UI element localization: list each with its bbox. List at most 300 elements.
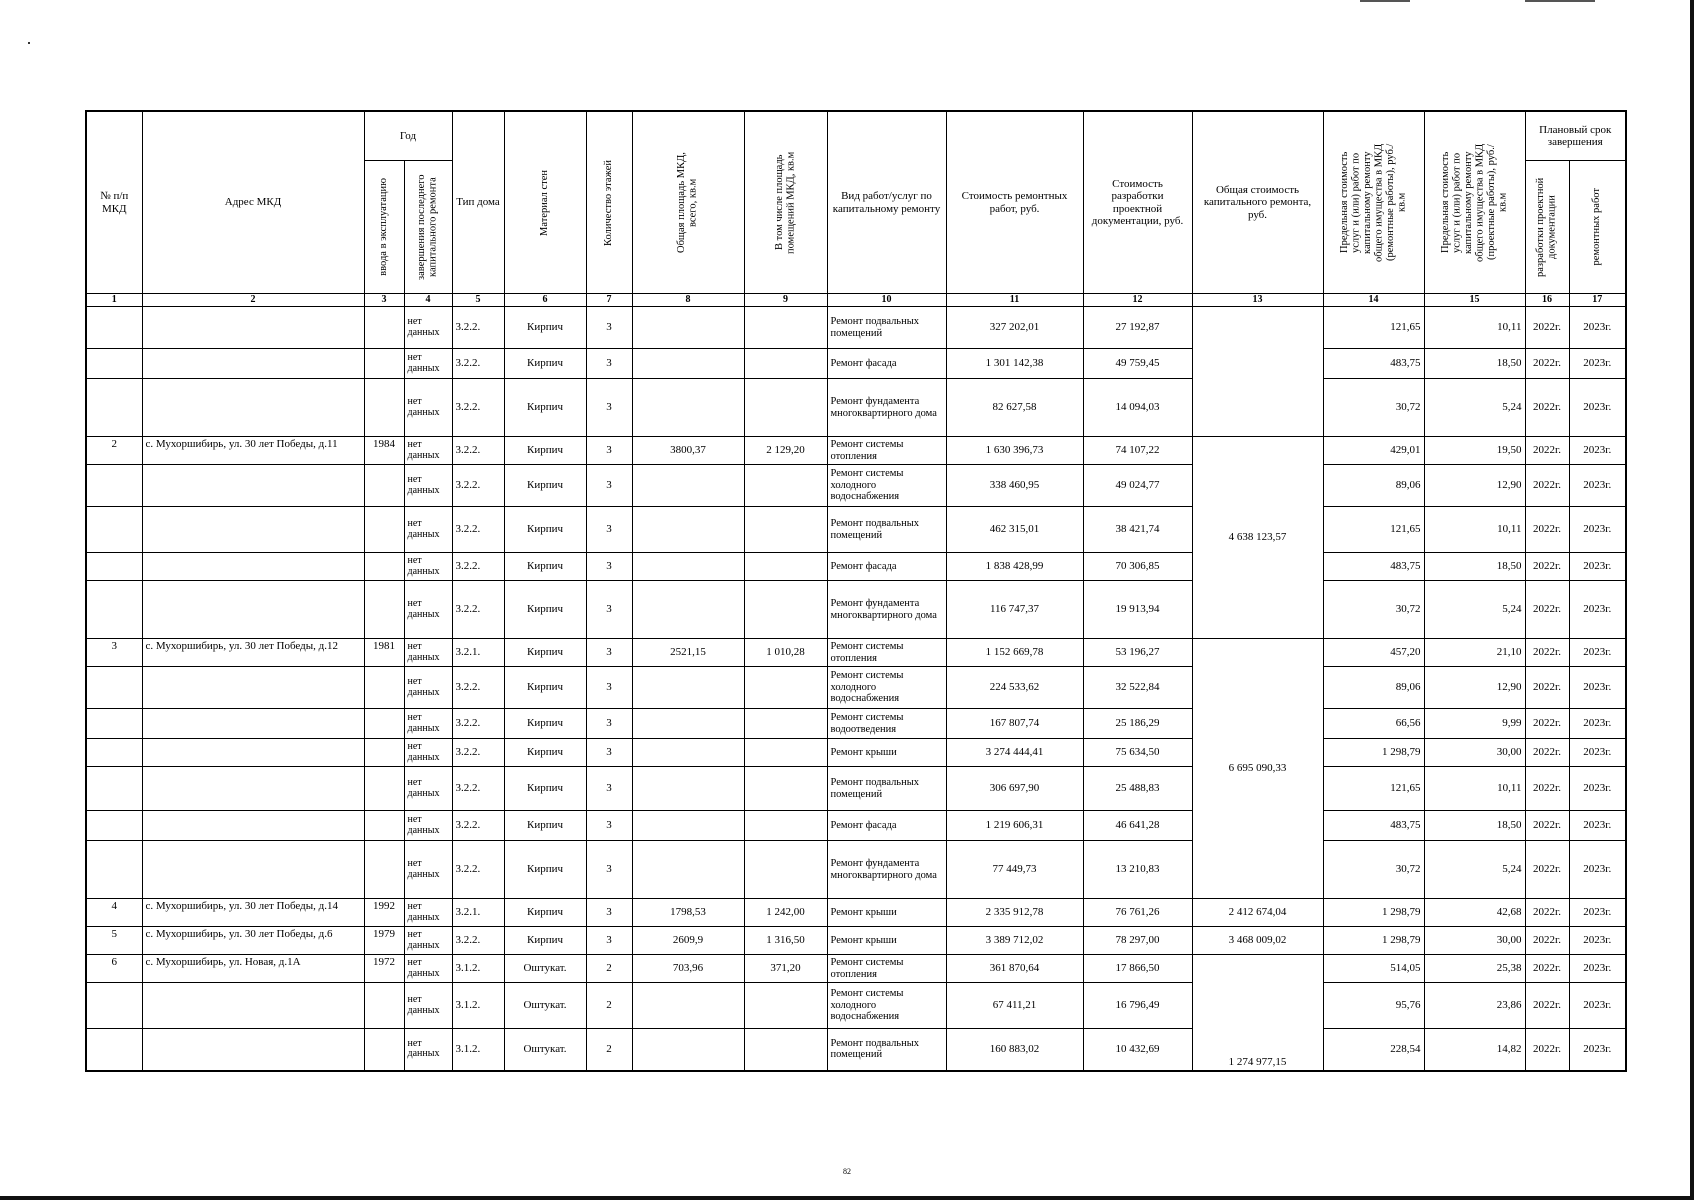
- work-type-cell: Ремонт крыши: [827, 899, 946, 927]
- area-premises-cell: [744, 349, 827, 379]
- table-row: [86, 553, 1626, 581]
- cost-design-cell: 78 297,00: [1083, 927, 1192, 955]
- area-total-cell: [632, 709, 744, 739]
- col-header-address: Адрес МКД: [142, 111, 364, 294]
- cost-design-cell: 32 522,84: [1083, 667, 1192, 709]
- year-repair-cell: нет данных: [404, 507, 452, 553]
- year-built-cell: [364, 465, 404, 507]
- row-num: [86, 507, 142, 553]
- cost-design-cell: 76 761,26: [1083, 899, 1192, 927]
- plan-repair-cell: 2023г.: [1569, 639, 1626, 667]
- plan-repair-cell: 2023г.: [1569, 465, 1626, 507]
- cost-design-cell: 49 759,45: [1083, 349, 1192, 379]
- cost-repair-cell: 327 202,01: [946, 307, 1083, 349]
- area-premises-cell: 1 242,00: [744, 899, 827, 927]
- wall-cell: Кирпич: [504, 709, 586, 739]
- table-row: [86, 437, 1626, 465]
- limit-repair-cell: 121,65: [1323, 767, 1424, 811]
- area-total-cell: [632, 1029, 744, 1071]
- plan-repair-cell: 2023г.: [1569, 307, 1626, 349]
- area-total-cell: [632, 767, 744, 811]
- plan-repair-cell: 2023г.: [1569, 811, 1626, 841]
- work-type-cell: Ремонт подвальных помещений: [827, 767, 946, 811]
- cost-total-cell: 1 274 977,15: [1192, 955, 1323, 1071]
- area-premises-cell: [744, 709, 827, 739]
- area-premises-cell: [744, 553, 827, 581]
- plan-design-cell: 2022г.: [1525, 507, 1569, 553]
- limit-repair-cell: 121,65: [1323, 507, 1424, 553]
- plan-repair-cell: 2023г.: [1569, 739, 1626, 767]
- cost-design-cell: 27 192,87: [1083, 307, 1192, 349]
- cost-repair-cell: 167 807,74: [946, 709, 1083, 739]
- wall-cell: Кирпич: [504, 553, 586, 581]
- cost-design-cell: 14 094,03: [1083, 379, 1192, 437]
- cost-repair-cell: 82 627,58: [946, 379, 1083, 437]
- row-num: [86, 983, 142, 1029]
- year-built-cell: [364, 767, 404, 811]
- table-row: [86, 841, 1626, 899]
- wall-cell: Кирпич: [504, 841, 586, 899]
- wall-cell: Кирпич: [504, 507, 586, 553]
- plan-repair-cell: 2023г.: [1569, 437, 1626, 465]
- plan-design-cell: 2022г.: [1525, 437, 1569, 465]
- area-premises-cell: [744, 739, 827, 767]
- plan-repair-cell: 2023г.: [1569, 1029, 1626, 1071]
- limit-design-cell: 30,00: [1424, 739, 1525, 767]
- year-built-cell: [364, 307, 404, 349]
- col-header-cost-repair: Стоимость ремонтных работ, руб.: [946, 111, 1083, 294]
- col-header-wall: Материал стен: [504, 111, 586, 294]
- wall-cell: Кирпич: [504, 639, 586, 667]
- column-number: 6: [504, 294, 586, 307]
- table-row: [86, 349, 1626, 379]
- work-type-cell: Ремонт системы отопления: [827, 639, 946, 667]
- floors-cell: 3: [586, 739, 632, 767]
- work-type-cell: Ремонт системы отопления: [827, 955, 946, 983]
- cost-repair-cell: 306 697,90: [946, 767, 1083, 811]
- row-num: [86, 739, 142, 767]
- col-header-plan: Плановый срок завершения: [1525, 111, 1626, 161]
- wall-cell: Кирпич: [504, 379, 586, 437]
- table-row: [86, 709, 1626, 739]
- plan-design-cell: 2022г.: [1525, 639, 1569, 667]
- floors-cell: 2: [586, 983, 632, 1029]
- table-row: [86, 639, 1626, 667]
- col-header-work: Вид работ/услуг по капитальному ремонту: [827, 111, 946, 294]
- address-cell: [142, 349, 364, 379]
- table-row: [86, 307, 1626, 349]
- address-cell: [142, 709, 364, 739]
- area-total-cell: 1798,53: [632, 899, 744, 927]
- page-number: 82: [843, 1167, 851, 1176]
- floors-cell: 3: [586, 349, 632, 379]
- year-repair-cell: нет данных: [404, 739, 452, 767]
- column-number: 12: [1083, 294, 1192, 307]
- address-cell: [142, 841, 364, 899]
- column-number: 4: [404, 294, 452, 307]
- area-premises-cell: [744, 767, 827, 811]
- work-type-cell: Ремонт подвальных помещений: [827, 507, 946, 553]
- house-type-cell: 3.2.1.: [452, 639, 504, 667]
- table-row: [86, 739, 1626, 767]
- area-premises-cell: [744, 507, 827, 553]
- limit-repair-cell: 66,56: [1323, 709, 1424, 739]
- plan-repair-cell: 2023г.: [1569, 349, 1626, 379]
- house-type-cell: 3.2.2.: [452, 667, 504, 709]
- year-repair-cell: нет данных: [404, 767, 452, 811]
- row-num: [86, 349, 142, 379]
- area-total-cell: [632, 841, 744, 899]
- year-repair-cell: нет данных: [404, 639, 452, 667]
- work-type-cell: Ремонт крыши: [827, 927, 946, 955]
- area-total-cell: [632, 811, 744, 841]
- floors-cell: 2: [586, 955, 632, 983]
- limit-design-cell: 25,38: [1424, 955, 1525, 983]
- house-type-cell: 3.2.2.: [452, 437, 504, 465]
- row-num: [86, 767, 142, 811]
- house-type-cell: 3.2.2.: [452, 553, 504, 581]
- cost-repair-cell: 224 533,62: [946, 667, 1083, 709]
- year-repair-cell: нет данных: [404, 667, 452, 709]
- area-premises-cell: [744, 1029, 827, 1071]
- table-row: [86, 581, 1626, 639]
- limit-repair-cell: 1 298,79: [1323, 739, 1424, 767]
- floors-cell: 3: [586, 639, 632, 667]
- house-type-cell: 3.2.2.: [452, 349, 504, 379]
- year-repair-cell: нет данных: [404, 841, 452, 899]
- year-built-cell: [364, 841, 404, 899]
- col-header-house-type: Тип дома: [452, 111, 504, 294]
- house-type-cell: 3.2.2.: [452, 465, 504, 507]
- plan-design-cell: 2022г.: [1525, 899, 1569, 927]
- area-premises-cell: [744, 307, 827, 349]
- plan-design-cell: 2022г.: [1525, 841, 1569, 899]
- plan-design-cell: 2022г.: [1525, 667, 1569, 709]
- wall-cell: Кирпич: [504, 927, 586, 955]
- area-total-cell: [632, 307, 744, 349]
- floors-cell: 3: [586, 709, 632, 739]
- col-header-year: Год: [364, 111, 452, 161]
- year-repair-cell: нет данных: [404, 899, 452, 927]
- col-header-year-built: ввода в эксплуатацию: [364, 161, 404, 294]
- table-row: [86, 899, 1626, 927]
- work-type-cell: Ремонт подвальных помещений: [827, 1029, 946, 1071]
- cost-repair-cell: 116 747,37: [946, 581, 1083, 639]
- plan-design-cell: 2022г.: [1525, 581, 1569, 639]
- work-type-cell: Ремонт фундамента многоквартирного дома: [827, 379, 946, 437]
- year-built-cell: [364, 667, 404, 709]
- table-row: [86, 811, 1626, 841]
- limit-repair-cell: 228,54: [1323, 1029, 1424, 1071]
- address-cell: [142, 1029, 364, 1071]
- col-header-floors: Количество этажей: [586, 111, 632, 294]
- year-built-cell: [364, 983, 404, 1029]
- col-header-limit-repair: Предельная стоимость услуг и (или) работ по капитальному ремонту общего имущества в МКД (ремонтные работы), руб./кв.м: [1323, 111, 1424, 294]
- limit-repair-cell: 483,75: [1323, 553, 1424, 581]
- cost-repair-cell: 462 315,01: [946, 507, 1083, 553]
- year-repair-cell: нет данных: [404, 1029, 452, 1071]
- year-built-cell: [364, 379, 404, 437]
- limit-design-cell: 30,00: [1424, 927, 1525, 955]
- cost-design-cell: 10 432,69: [1083, 1029, 1192, 1071]
- area-total-cell: 703,96: [632, 955, 744, 983]
- area-total-cell: [632, 465, 744, 507]
- limit-repair-cell: 429,01: [1323, 437, 1424, 465]
- table-row: [86, 955, 1626, 983]
- work-type-cell: Ремонт системы водоотведения: [827, 709, 946, 739]
- row-num: 5: [86, 927, 142, 955]
- area-premises-cell: [744, 465, 827, 507]
- plan-design-cell: 2022г.: [1525, 307, 1569, 349]
- column-number: 9: [744, 294, 827, 307]
- cost-repair-cell: 1 630 396,73: [946, 437, 1083, 465]
- year-built-cell: 1979: [364, 927, 404, 955]
- column-number-row: [86, 294, 1626, 307]
- cost-repair-cell: 1 301 142,38: [946, 349, 1083, 379]
- cost-repair-cell: 1 838 428,99: [946, 553, 1083, 581]
- year-repair-cell: нет данных: [404, 955, 452, 983]
- floors-cell: 3: [586, 465, 632, 507]
- cost-repair-cell: 1 152 669,78: [946, 639, 1083, 667]
- plan-repair-cell: 2023г.: [1569, 841, 1626, 899]
- cost-design-cell: 38 421,74: [1083, 507, 1192, 553]
- address-cell: с. Мухоршибирь, ул. Новая, д.1А: [142, 955, 364, 983]
- wall-cell: Кирпич: [504, 581, 586, 639]
- work-type-cell: Ремонт фасада: [827, 349, 946, 379]
- cost-design-cell: 74 107,22: [1083, 437, 1192, 465]
- address-cell: [142, 553, 364, 581]
- cost-total-cell: 2 412 674,04: [1192, 899, 1323, 927]
- work-type-cell: Ремонт фасада: [827, 811, 946, 841]
- cost-repair-cell: 77 449,73: [946, 841, 1083, 899]
- col-header-limit-design: Предельная стоимость услуг и (или) работ по капитальному ремонту общего имущества в МКД (проектные работы), руб./кв.м: [1424, 111, 1525, 294]
- wall-cell: Кирпич: [504, 465, 586, 507]
- col-header-plan-design: разработки проектной документации: [1525, 161, 1569, 294]
- col-header-cost-design: Стоимость разработки проектной документации, руб.: [1083, 111, 1192, 294]
- address-cell: [142, 811, 364, 841]
- year-repair-cell: нет данных: [404, 437, 452, 465]
- limit-design-cell: 10,11: [1424, 507, 1525, 553]
- wall-cell: Оштукат.: [504, 955, 586, 983]
- area-total-cell: 2609,9: [632, 927, 744, 955]
- floors-cell: 3: [586, 841, 632, 899]
- cost-repair-cell: 338 460,95: [946, 465, 1083, 507]
- wall-cell: Кирпич: [504, 767, 586, 811]
- plan-repair-cell: 2023г.: [1569, 899, 1626, 927]
- area-premises-cell: [744, 811, 827, 841]
- year-built-cell: [364, 739, 404, 767]
- year-built-cell: [364, 1029, 404, 1071]
- col-header-area-total: Общая площадь МКД, всего, кв.м: [632, 111, 744, 294]
- address-cell: [142, 581, 364, 639]
- year-repair-cell: нет данных: [404, 307, 452, 349]
- year-built-cell: [364, 811, 404, 841]
- year-built-cell: 1972: [364, 955, 404, 983]
- plan-design-cell: 2022г.: [1525, 465, 1569, 507]
- year-built-cell: [364, 709, 404, 739]
- year-built-cell: [364, 349, 404, 379]
- limit-repair-cell: 483,75: [1323, 811, 1424, 841]
- plan-repair-cell: 2023г.: [1569, 379, 1626, 437]
- column-number: 1: [86, 294, 142, 307]
- wall-cell: Кирпич: [504, 811, 586, 841]
- area-premises-cell: 1 316,50: [744, 927, 827, 955]
- limit-repair-cell: 483,75: [1323, 349, 1424, 379]
- column-number: 17: [1569, 294, 1626, 307]
- work-type-cell: Ремонт системы холодного водоснабжения: [827, 667, 946, 709]
- house-type-cell: 3.2.2.: [452, 581, 504, 639]
- cost-design-cell: 53 196,27: [1083, 639, 1192, 667]
- cost-design-cell: 17 866,50: [1083, 955, 1192, 983]
- cost-repair-cell: 67 411,21: [946, 983, 1083, 1029]
- plan-design-cell: 2022г.: [1525, 983, 1569, 1029]
- area-total-cell: [632, 667, 744, 709]
- year-built-cell: 1984: [364, 437, 404, 465]
- plan-design-cell: 2022г.: [1525, 811, 1569, 841]
- work-type-cell: Ремонт крыши: [827, 739, 946, 767]
- house-type-cell: 3.2.2.: [452, 709, 504, 739]
- table-row: [86, 1029, 1626, 1071]
- col-header-num: № п/п МКД: [86, 111, 142, 294]
- area-total-cell: [632, 507, 744, 553]
- row-num: [86, 667, 142, 709]
- house-type-cell: 3.2.1.: [452, 899, 504, 927]
- cost-design-cell: 19 913,94: [1083, 581, 1192, 639]
- row-num: 4: [86, 899, 142, 927]
- year-built-cell: 1992: [364, 899, 404, 927]
- house-type-cell: 3.2.2.: [452, 811, 504, 841]
- work-type-cell: Ремонт системы холодного водоснабжения: [827, 983, 946, 1029]
- address-cell: с. Мухоршибирь, ул. 30 лет Победы, д.11: [142, 437, 364, 465]
- year-repair-cell: нет данных: [404, 811, 452, 841]
- table-row: [86, 767, 1626, 811]
- plan-design-cell: 2022г.: [1525, 379, 1569, 437]
- row-num: [86, 581, 142, 639]
- plan-design-cell: 2022г.: [1525, 709, 1569, 739]
- area-premises-cell: [744, 841, 827, 899]
- address-cell: с. Мухоршибирь, ул. 30 лет Победы, д.12: [142, 639, 364, 667]
- plan-repair-cell: 2023г.: [1569, 581, 1626, 639]
- year-built-cell: [364, 507, 404, 553]
- cost-total-cell: 4 638 123,57: [1192, 437, 1323, 639]
- column-number: 10: [827, 294, 946, 307]
- address-cell: [142, 739, 364, 767]
- plan-repair-cell: 2023г.: [1569, 927, 1626, 955]
- limit-repair-cell: 514,05: [1323, 955, 1424, 983]
- limit-repair-cell: 121,65: [1323, 307, 1424, 349]
- plan-repair-cell: 2023г.: [1569, 767, 1626, 811]
- house-type-cell: 3.2.2.: [452, 841, 504, 899]
- area-total-cell: [632, 739, 744, 767]
- plan-repair-cell: 2023г.: [1569, 667, 1626, 709]
- row-num: [86, 811, 142, 841]
- scan-mark: [1525, 0, 1595, 2]
- year-built-cell: [364, 553, 404, 581]
- limit-repair-cell: 89,06: [1323, 667, 1424, 709]
- column-number: 5: [452, 294, 504, 307]
- floors-cell: 3: [586, 307, 632, 349]
- column-number: 13: [1192, 294, 1323, 307]
- column-number: 2: [142, 294, 364, 307]
- area-total-cell: [632, 581, 744, 639]
- column-number: 3: [364, 294, 404, 307]
- row-num: [86, 465, 142, 507]
- limit-repair-cell: 30,72: [1323, 841, 1424, 899]
- house-type-cell: 3.2.2.: [452, 927, 504, 955]
- cost-repair-cell: 3 274 444,41: [946, 739, 1083, 767]
- plan-repair-cell: 2023г.: [1569, 983, 1626, 1029]
- limit-repair-cell: 1 298,79: [1323, 927, 1424, 955]
- floors-cell: 3: [586, 553, 632, 581]
- plan-design-cell: 2022г.: [1525, 349, 1569, 379]
- limit-design-cell: 12,90: [1424, 465, 1525, 507]
- plan-design-cell: 2022г.: [1525, 1029, 1569, 1071]
- table-body: [86, 307, 1626, 1071]
- cost-repair-cell: 361 870,64: [946, 955, 1083, 983]
- table-row: [86, 927, 1626, 955]
- cost-repair-cell: 3 389 712,02: [946, 927, 1083, 955]
- year-repair-cell: нет данных: [404, 983, 452, 1029]
- limit-repair-cell: 95,76: [1323, 983, 1424, 1029]
- floors-cell: 3: [586, 927, 632, 955]
- wall-cell: Кирпич: [504, 349, 586, 379]
- row-num: [86, 841, 142, 899]
- area-total-cell: 2521,15: [632, 639, 744, 667]
- col-header-area-premises: В том числе площадь помещений МКД, кв.м: [744, 111, 827, 294]
- plan-design-cell: 2022г.: [1525, 955, 1569, 983]
- scan-mark: [1360, 0, 1410, 2]
- row-num: 3: [86, 639, 142, 667]
- house-type-cell: 3.2.2.: [452, 379, 504, 437]
- area-premises-cell: 2 129,20: [744, 437, 827, 465]
- cost-design-cell: 13 210,83: [1083, 841, 1192, 899]
- plan-repair-cell: 2023г.: [1569, 955, 1626, 983]
- area-premises-cell: [744, 983, 827, 1029]
- address-cell: [142, 767, 364, 811]
- limit-design-cell: 5,24: [1424, 379, 1525, 437]
- header-row: [86, 111, 1626, 161]
- floors-cell: 3: [586, 379, 632, 437]
- wall-cell: Кирпич: [504, 307, 586, 349]
- wall-cell: Оштукат.: [504, 983, 586, 1029]
- house-type-cell: 3.1.2.: [452, 1029, 504, 1071]
- limit-repair-cell: 89,06: [1323, 465, 1424, 507]
- work-type-cell: Ремонт системы холодного водоснабжения: [827, 465, 946, 507]
- col-header-year-repair: завершения последнего капитального ремонта: [404, 161, 452, 294]
- table-row: [86, 465, 1626, 507]
- row-num: [86, 553, 142, 581]
- area-premises-cell: [744, 379, 827, 437]
- limit-design-cell: 18,50: [1424, 349, 1525, 379]
- year-repair-cell: нет данных: [404, 581, 452, 639]
- limit-design-cell: 19,50: [1424, 437, 1525, 465]
- year-repair-cell: нет данных: [404, 927, 452, 955]
- work-type-cell: Ремонт фундамента многоквартирного дома: [827, 581, 946, 639]
- cost-design-cell: 25 488,83: [1083, 767, 1192, 811]
- wall-cell: Кирпич: [504, 667, 586, 709]
- work-type-cell: Ремонт фундамента многоквартирного дома: [827, 841, 946, 899]
- house-type-cell: 3.2.2.: [452, 739, 504, 767]
- area-total-cell: [632, 349, 744, 379]
- cost-design-cell: 49 024,77: [1083, 465, 1192, 507]
- year-repair-cell: нет данных: [404, 553, 452, 581]
- column-number: 11: [946, 294, 1083, 307]
- cost-design-cell: 75 634,50: [1083, 739, 1192, 767]
- limit-repair-cell: 30,72: [1323, 581, 1424, 639]
- house-type-cell: 3.2.2.: [452, 507, 504, 553]
- area-premises-cell: [744, 581, 827, 639]
- floors-cell: 3: [586, 767, 632, 811]
